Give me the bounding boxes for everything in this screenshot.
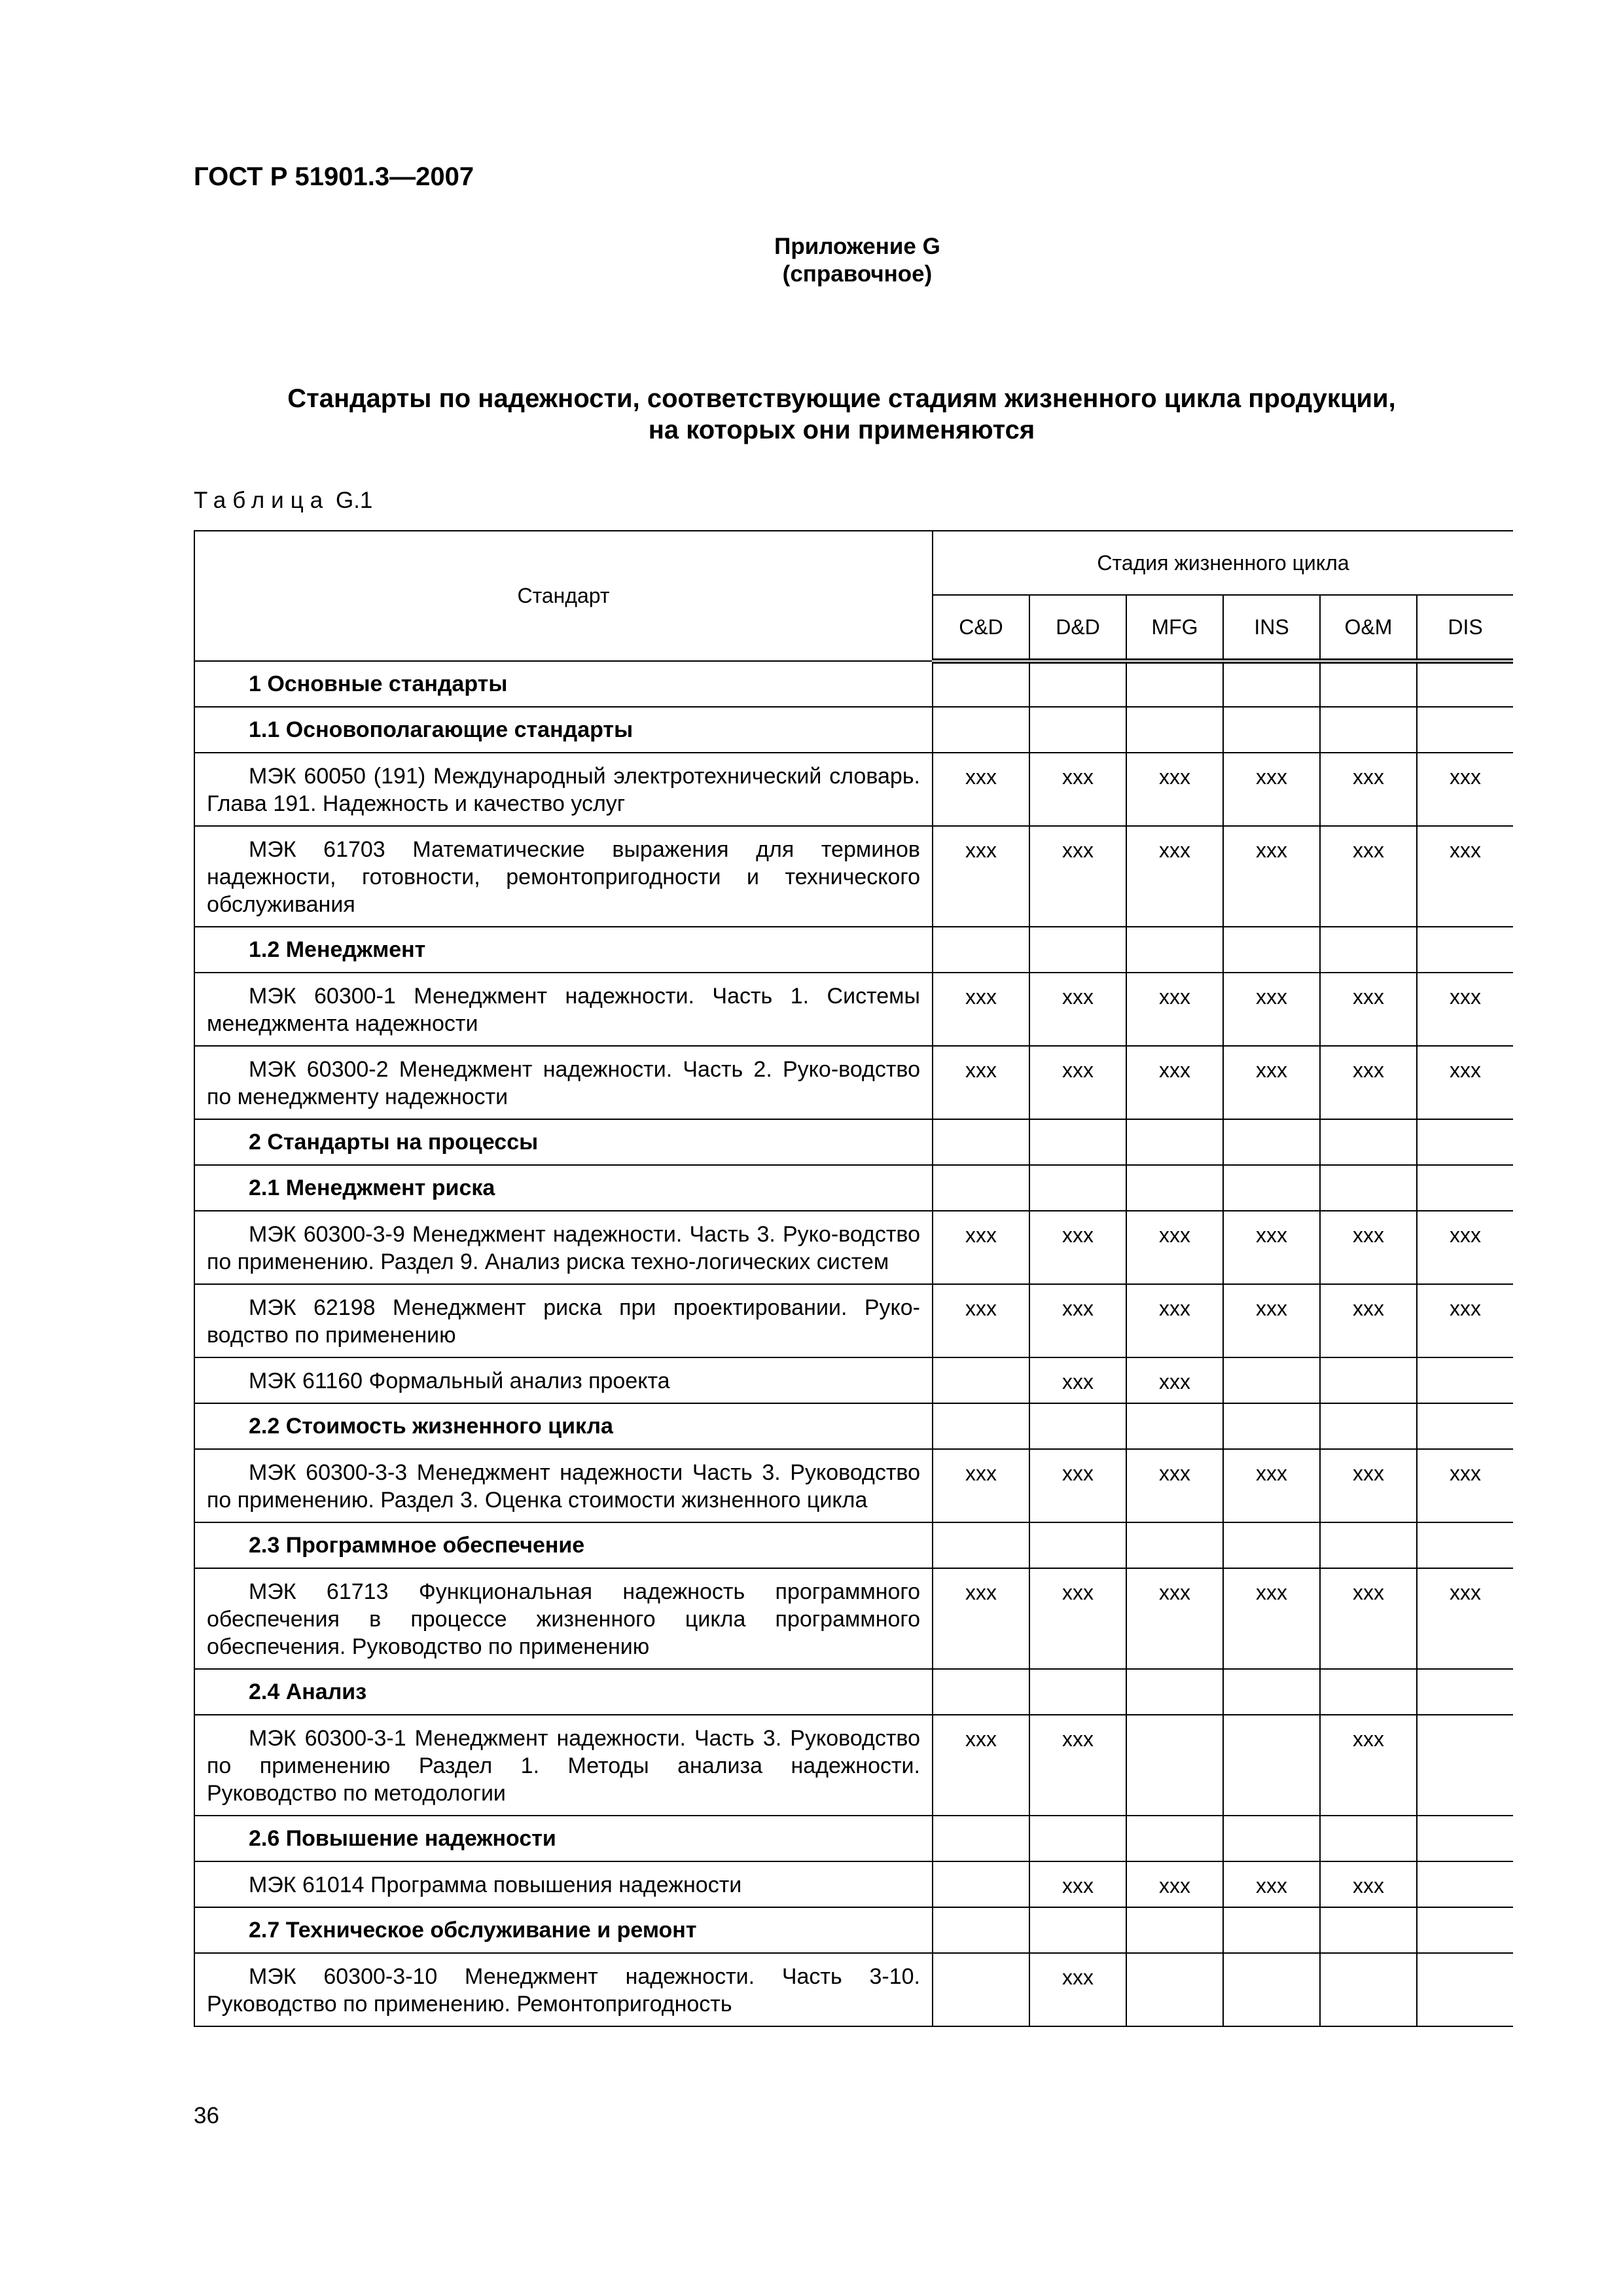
section-row <box>194 1403 1513 1449</box>
header-stage-group: Стадия жизненного цикла <box>933 531 1513 595</box>
stage-mark-cell <box>1126 1119 1223 1165</box>
stage-mark-cell: xxx <box>1320 1861 1417 1907</box>
document-code: ГОСТ Р 51901.3—2007 <box>194 162 474 191</box>
section-row <box>194 1669 1513 1715</box>
table-row <box>194 973 1513 1046</box>
page-number: 36 <box>194 2103 219 2128</box>
stage-mark-cell <box>933 1953 1029 2026</box>
section-row <box>194 1165 1513 1211</box>
stage-mark-cell: xxx <box>1417 1449 1513 1522</box>
stage-mark-cell <box>933 1907 1029 1953</box>
stage-mark-cell <box>1223 707 1320 753</box>
standard-cell <box>194 1861 933 1907</box>
stage-mark-cell: xxx <box>1029 1715 1126 1816</box>
stage-mark-cell: xxx <box>1029 1046 1126 1119</box>
stage-mark-cell: xxx <box>1029 973 1126 1046</box>
stage-mark-cell: xxx <box>1223 973 1320 1046</box>
stage-mark-cell: xxx <box>1126 1046 1223 1119</box>
stage-mark-cell <box>933 707 1029 753</box>
header-standard: Стандарт <box>194 531 933 661</box>
stage-mark-cell: xxx <box>1126 973 1223 1046</box>
stage-mark-cell: xxx <box>1320 1449 1417 1522</box>
standard-title: МЭК 61713 Функциональная надежность программного обеспечения в процессе жизненного цикла программного обеспечения. Руководство по применению <box>207 1579 920 1659</box>
section-title-cell <box>194 1522 933 1568</box>
stage-mark-cell <box>1417 1953 1513 2026</box>
section-row <box>194 1816 1513 1861</box>
stage-mark-cell: xxx <box>1417 1568 1513 1669</box>
table-body <box>194 661 1513 2026</box>
stage-mark-cell <box>1417 1715 1513 1816</box>
standard-cell <box>194 973 933 1046</box>
section-title-cell <box>194 1119 933 1165</box>
stage-mark-cell <box>933 1403 1029 1449</box>
section-title-cell <box>194 1165 933 1211</box>
stage-mark-cell <box>1320 1816 1417 1861</box>
stage-mark-cell <box>1029 1816 1126 1861</box>
section-title-cell <box>194 927 933 973</box>
stage-mark-cell <box>933 1861 1029 1907</box>
section-title: 2.1 Менеджмент риска <box>249 1175 495 1200</box>
stage-mark-cell: xxx <box>1126 1284 1223 1357</box>
stage-mark-cell <box>1126 927 1223 973</box>
table-row <box>194 1861 1513 1907</box>
header-stage: MFG <box>1126 595 1223 661</box>
standard-cell <box>194 1568 933 1669</box>
stage-mark-cell: xxx <box>1320 1046 1417 1119</box>
standard-title: МЭК 60300-3-3 Менеджмент надежности Часть 3. Руководство по применению. Раздел 3. Оценка стоимости жизненного цикла <box>207 1460 920 1513</box>
stage-mark-cell <box>1320 1907 1417 1953</box>
stage-mark-cell: xxx <box>1223 753 1320 826</box>
stage-mark-cell <box>1417 1357 1513 1403</box>
page-title <box>194 383 1489 446</box>
stage-mark-cell <box>1223 1119 1320 1165</box>
stage-mark-cell: xxx <box>1126 826 1223 927</box>
stage-mark-cell <box>1126 1953 1223 2026</box>
stage-mark-cell: xxx <box>1223 826 1320 927</box>
stage-mark-cell: xxx <box>1029 1284 1126 1357</box>
table-label-word: Таблица <box>194 488 330 513</box>
stage-mark-cell: xxx <box>1029 1861 1126 1907</box>
standards-table <box>194 530 1513 2027</box>
stage-mark-cell: xxx <box>1223 1568 1320 1669</box>
stage-mark-cell: xxx <box>1029 1357 1126 1403</box>
stage-mark-cell <box>1126 1907 1223 1953</box>
stage-mark-cell: xxx <box>1029 1568 1126 1669</box>
stage-mark-cell <box>1320 1953 1417 2026</box>
standard-title: МЭК 61014 Программа повышения надежности <box>249 1873 742 1897</box>
stage-mark-cell: xxx <box>1417 753 1513 826</box>
table-row <box>194 1284 1513 1357</box>
section-title-cell <box>194 1669 933 1715</box>
stage-mark-cell: xxx <box>1320 1715 1417 1816</box>
stage-mark-cell: xxx <box>1417 1211 1513 1284</box>
header-stage: INS <box>1223 595 1320 661</box>
stage-mark-cell: xxx <box>1223 1449 1320 1522</box>
stage-mark-cell: xxx <box>1126 1357 1223 1403</box>
stage-mark-cell <box>1417 1669 1513 1715</box>
standard-title: МЭК 60050 (191) Международный электротехнический словарь. Глава 191. Надежность и качество услуг <box>207 764 920 816</box>
stage-mark-cell <box>1417 1907 1513 1953</box>
table-row <box>194 1953 1513 2026</box>
section-title: 2.2 Стоимость жизненного цикла <box>249 1414 613 1439</box>
section-row <box>194 707 1513 753</box>
standard-title: МЭК 60300-3-1 Менеджмент надежности. Часть 3. Руководство по применению Раздел 1. Методы анализа надежности. Руководство по методологии <box>207 1726 920 1806</box>
stage-mark-cell: xxx <box>1417 826 1513 927</box>
stage-mark-cell <box>1126 661 1223 707</box>
stage-mark-cell: xxx <box>1029 1953 1126 2026</box>
stage-mark-cell <box>1417 1816 1513 1861</box>
stage-mark-cell <box>933 927 1029 973</box>
stage-mark-cell: xxx <box>933 1211 1029 1284</box>
appendix-heading <box>726 233 988 288</box>
stage-mark-cell: xxx <box>933 1284 1029 1357</box>
standard-cell <box>194 1357 933 1403</box>
section-title: 2.3 Программное обеспечение <box>249 1533 585 1558</box>
stage-mark-cell <box>1223 1953 1320 2026</box>
section-row <box>194 1522 1513 1568</box>
stage-mark-cell <box>1126 1816 1223 1861</box>
stage-mark-cell: xxx <box>1320 1568 1417 1669</box>
stage-mark-cell <box>1223 1403 1320 1449</box>
stage-mark-cell <box>1320 707 1417 753</box>
section-row <box>194 1119 1513 1165</box>
standard-title: МЭК 60300-3-10 Менеджмент надежности. Часть 3-10. Руководство по применению. Ремонтопригодность <box>207 1964 920 2017</box>
stage-mark-cell <box>1029 661 1126 707</box>
stage-mark-cell <box>1126 1165 1223 1211</box>
stage-mark-cell: xxx <box>1417 1284 1513 1357</box>
standard-cell <box>194 1449 933 1522</box>
stage-mark-cell: xxx <box>1320 973 1417 1046</box>
stage-mark-cell <box>1029 1907 1126 1953</box>
stage-mark-cell <box>1417 1522 1513 1568</box>
stage-mark-cell <box>933 661 1029 707</box>
title-line-1: Стандарты по надежности, соответствующие стадиям жизненного цикла продукции, <box>287 384 1396 413</box>
stage-mark-cell: xxx <box>1029 753 1126 826</box>
title-line-2: на которых они применяются <box>648 416 1035 444</box>
stage-mark-cell <box>1223 1357 1320 1403</box>
stage-mark-cell <box>1029 1165 1126 1211</box>
table-label-number: G.1 <box>335 488 373 513</box>
stage-mark-cell: xxx <box>1126 1568 1223 1669</box>
standard-title: МЭК 60300-3-9 Менеджмент надежности. Часть 3. Руко-водство по применению. Раздел 9. Анализ риска техно-логических систем <box>207 1222 920 1274</box>
stage-mark-cell <box>1320 1522 1417 1568</box>
table-row <box>194 1046 1513 1119</box>
header-stage: C&D <box>933 595 1029 661</box>
standard-title: МЭК 60300-1 Менеджмент надежности. Часть 1. Системы менеджмента надежности <box>207 984 920 1036</box>
stage-mark-cell: xxx <box>1223 1046 1320 1119</box>
stage-mark-cell <box>1126 1403 1223 1449</box>
stage-mark-cell: xxx <box>1223 1284 1320 1357</box>
standard-cell <box>194 1284 933 1357</box>
table-row <box>194 1568 1513 1669</box>
section-title-cell <box>194 1403 933 1449</box>
stage-mark-cell <box>1417 927 1513 973</box>
stage-mark-cell: xxx <box>1126 1861 1223 1907</box>
standard-title: МЭК 62198 Менеджмент риска при проектировании. Руко-водство по применению <box>207 1295 920 1348</box>
section-title: 2.7 Техническое обслуживание и ремонт <box>249 1918 697 1943</box>
section-row <box>194 1907 1513 1953</box>
stage-mark-cell <box>1126 1715 1223 1816</box>
stage-mark-cell: xxx <box>933 826 1029 927</box>
section-title-cell <box>194 661 933 707</box>
stage-mark-cell <box>1029 707 1126 753</box>
stage-mark-cell <box>933 1669 1029 1715</box>
stage-mark-cell: xxx <box>933 1568 1029 1669</box>
stage-mark-cell <box>1126 1669 1223 1715</box>
stage-mark-cell: xxx <box>933 1449 1029 1522</box>
standard-title: МЭК 60300-2 Менеджмент надежности. Часть 2. Руко-водство по менеджменту надежности <box>207 1057 920 1109</box>
stage-mark-cell <box>1223 1715 1320 1816</box>
stage-mark-cell: xxx <box>933 1046 1029 1119</box>
stage-mark-cell <box>1417 1861 1513 1907</box>
stage-mark-cell <box>933 1816 1029 1861</box>
section-row <box>194 927 1513 973</box>
stage-mark-cell <box>1223 1165 1320 1211</box>
stage-mark-cell <box>1223 1816 1320 1861</box>
stage-mark-cell <box>1126 707 1223 753</box>
standard-cell <box>194 1046 933 1119</box>
section-row <box>194 661 1513 707</box>
stage-mark-cell <box>1029 1522 1126 1568</box>
standard-cell <box>194 826 933 927</box>
standard-title: МЭК 61703 Математические выражения для терминов надежности, готовности, ремонтопригодности и технического обслуживания <box>207 837 920 917</box>
stage-mark-cell <box>933 1165 1029 1211</box>
stage-mark-cell <box>1417 1403 1513 1449</box>
stage-mark-cell: xxx <box>1417 973 1513 1046</box>
stage-mark-cell <box>1320 661 1417 707</box>
table-label <box>194 488 372 514</box>
stage-mark-cell <box>1320 1165 1417 1211</box>
table-row <box>194 1357 1513 1403</box>
standard-cell <box>194 1953 933 2026</box>
table-row <box>194 826 1513 927</box>
section-title: 1 Основные стандарты <box>249 672 508 696</box>
standard-title: МЭК 61160 Формальный анализ проекта <box>249 1369 670 1393</box>
stage-mark-cell <box>1223 927 1320 973</box>
stage-mark-cell: xxx <box>1126 1211 1223 1284</box>
stage-mark-cell <box>1223 1669 1320 1715</box>
appendix-label: Приложение G <box>774 234 940 259</box>
stage-mark-cell <box>1029 1403 1126 1449</box>
section-title: 2 Стандарты на процессы <box>249 1130 539 1155</box>
stage-mark-cell: xxx <box>1320 826 1417 927</box>
stage-mark-cell: xxx <box>933 753 1029 826</box>
stage-mark-cell <box>1223 1522 1320 1568</box>
stage-mark-cell <box>1320 1403 1417 1449</box>
stage-mark-cell: xxx <box>1320 753 1417 826</box>
header-stage: D&D <box>1029 595 1126 661</box>
section-title: 2.4 Анализ <box>249 1679 367 1704</box>
section-title: 1.2 Менеджмент <box>249 937 426 962</box>
section-title: 2.6 Повышение надежности <box>249 1826 556 1851</box>
stage-mark-cell: xxx <box>1320 1284 1417 1357</box>
stage-mark-cell <box>1126 1522 1223 1568</box>
stage-mark-cell: xxx <box>1029 1449 1126 1522</box>
stage-mark-cell: xxx <box>1417 1046 1513 1119</box>
header-stage: O&M <box>1320 595 1417 661</box>
section-title-cell <box>194 1816 933 1861</box>
stage-mark-cell <box>1029 1669 1126 1715</box>
standard-cell <box>194 753 933 826</box>
table-row <box>194 753 1513 826</box>
stage-mark-cell: xxx <box>1126 753 1223 826</box>
stage-mark-cell: xxx <box>1029 826 1126 927</box>
table-container <box>194 530 1513 2059</box>
table-row <box>194 1715 1513 1816</box>
stage-mark-cell: xxx <box>1320 1211 1417 1284</box>
section-title: 1.1 Основополагающие стандарты <box>249 717 633 742</box>
stage-mark-cell <box>1417 1119 1513 1165</box>
stage-mark-cell <box>1029 1119 1126 1165</box>
stage-mark-cell <box>1223 1907 1320 1953</box>
stage-mark-cell: xxx <box>1029 1211 1126 1284</box>
standard-cell <box>194 1211 933 1284</box>
stage-mark-cell <box>933 1357 1029 1403</box>
stage-mark-cell <box>1320 1357 1417 1403</box>
stage-mark-cell <box>1223 661 1320 707</box>
section-title-cell <box>194 707 933 753</box>
stage-mark-cell <box>1320 1119 1417 1165</box>
table-row <box>194 1211 1513 1284</box>
stage-mark-cell: xxx <box>933 973 1029 1046</box>
standard-cell <box>194 1715 933 1816</box>
stage-mark-cell <box>1417 707 1513 753</box>
stage-mark-cell: xxx <box>1223 1861 1320 1907</box>
stage-mark-cell <box>933 1119 1029 1165</box>
stage-mark-cell: xxx <box>1126 1449 1223 1522</box>
stage-mark-cell <box>1320 1669 1417 1715</box>
table-row <box>194 1449 1513 1522</box>
stage-mark-cell <box>933 1522 1029 1568</box>
header-stage: DIS <box>1417 595 1513 661</box>
stage-mark-cell: xxx <box>933 1715 1029 1816</box>
section-title-cell <box>194 1907 933 1953</box>
stage-mark-cell <box>1029 927 1126 973</box>
stage-mark-cell <box>1320 927 1417 973</box>
stage-mark-cell: xxx <box>1223 1211 1320 1284</box>
appendix-note: (справочное) <box>782 261 933 287</box>
stage-mark-cell <box>1417 661 1513 707</box>
stage-mark-cell <box>1417 1165 1513 1211</box>
